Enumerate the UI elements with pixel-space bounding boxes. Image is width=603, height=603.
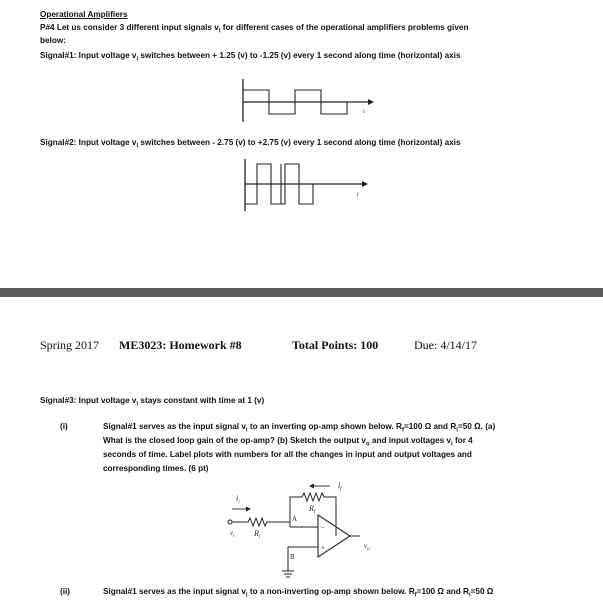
- problem-statement-line2: below:: [40, 36, 66, 45]
- part-i-marker: (i): [60, 422, 68, 431]
- signal2-description: Signal#2: Input voltage $v_I$ switches between - 2.75 (v) to +2.75 (v) every 1 second along time (horizontal) axis: [40, 138, 461, 150]
- header-due: Due: 4/14/17: [414, 338, 477, 352]
- document-page-1: [0, 0, 603, 288]
- input-resistor-label: $R_i$: [254, 529, 261, 540]
- document-page-2: [0, 297, 603, 599]
- signal1-description: Signal#1: Input voltage $v_i$ switches between + 1.25 (v) to -1.25 (v) every 1 second along time (horizontal) axis: [40, 51, 461, 63]
- section-heading: Operational Amplifiers: [40, 10, 128, 19]
- part-i-line3: seconds of time. Label plots with numbers for all the changes in input and output voltages and: [103, 450, 472, 459]
- part-ii-marker: (ii): [60, 587, 71, 596]
- header-course: ME3023: Homework #8: [119, 338, 242, 352]
- part-i-line4: corresponding times. (6 pt): [103, 464, 209, 473]
- part-i-line1: Signal#1 serves as the input signal $v_i$ to an inverting op-amp shown below. $R_f=100$ Ω and $R_i=50$ Ω. (a): [103, 422, 496, 434]
- node-b-label: B: [290, 553, 295, 561]
- noninverting-input-sign: +: [321, 544, 325, 552]
- signal1-time-axis-label: t: [363, 109, 365, 115]
- signal1-waveform: [235, 76, 375, 126]
- output-voltage-label: $v_o$: [364, 542, 370, 552]
- inverting-input-sign: −: [321, 524, 325, 532]
- header-points: Total Points: 100: [292, 338, 379, 352]
- input-voltage-label: $v_i$: [230, 529, 235, 539]
- part-i-line2: What is the closed loop gain of the op-amp? (b) Sketch the output $v_o$ and input voltages $v_i$ for 4: [103, 436, 473, 448]
- node-a-label: A: [292, 515, 298, 523]
- input-current-label: $i_i$: [236, 494, 240, 505]
- signal2-time-axis-label: t: [357, 192, 359, 198]
- feedback-resistor-label: $R_f$: [309, 504, 316, 515]
- signal3-description: Signal#3: Input voltage $v_i$ stays constant with time at 1 (v): [40, 396, 265, 408]
- header-term: Spring 2017: [40, 338, 100, 352]
- problem-statement-line1: P#4 Let us consider 3 different input signals $v_i$ for different cases of the operational amplifiers problems given: [40, 23, 469, 35]
- inverting-opamp-circuit: [222, 475, 392, 585]
- feedback-current-label: $i_f$: [338, 481, 342, 492]
- page-separator: [0, 288, 603, 297]
- part-ii-line1: Signal#1 serves as the input signal $v_i$ to a non-inverting op-amp shown below. $R_f=100$ Ω and $R_i=50$ Ω: [103, 587, 494, 599]
- signal2-waveform: [237, 156, 372, 214]
- problem-label: P#4: [40, 23, 55, 32]
